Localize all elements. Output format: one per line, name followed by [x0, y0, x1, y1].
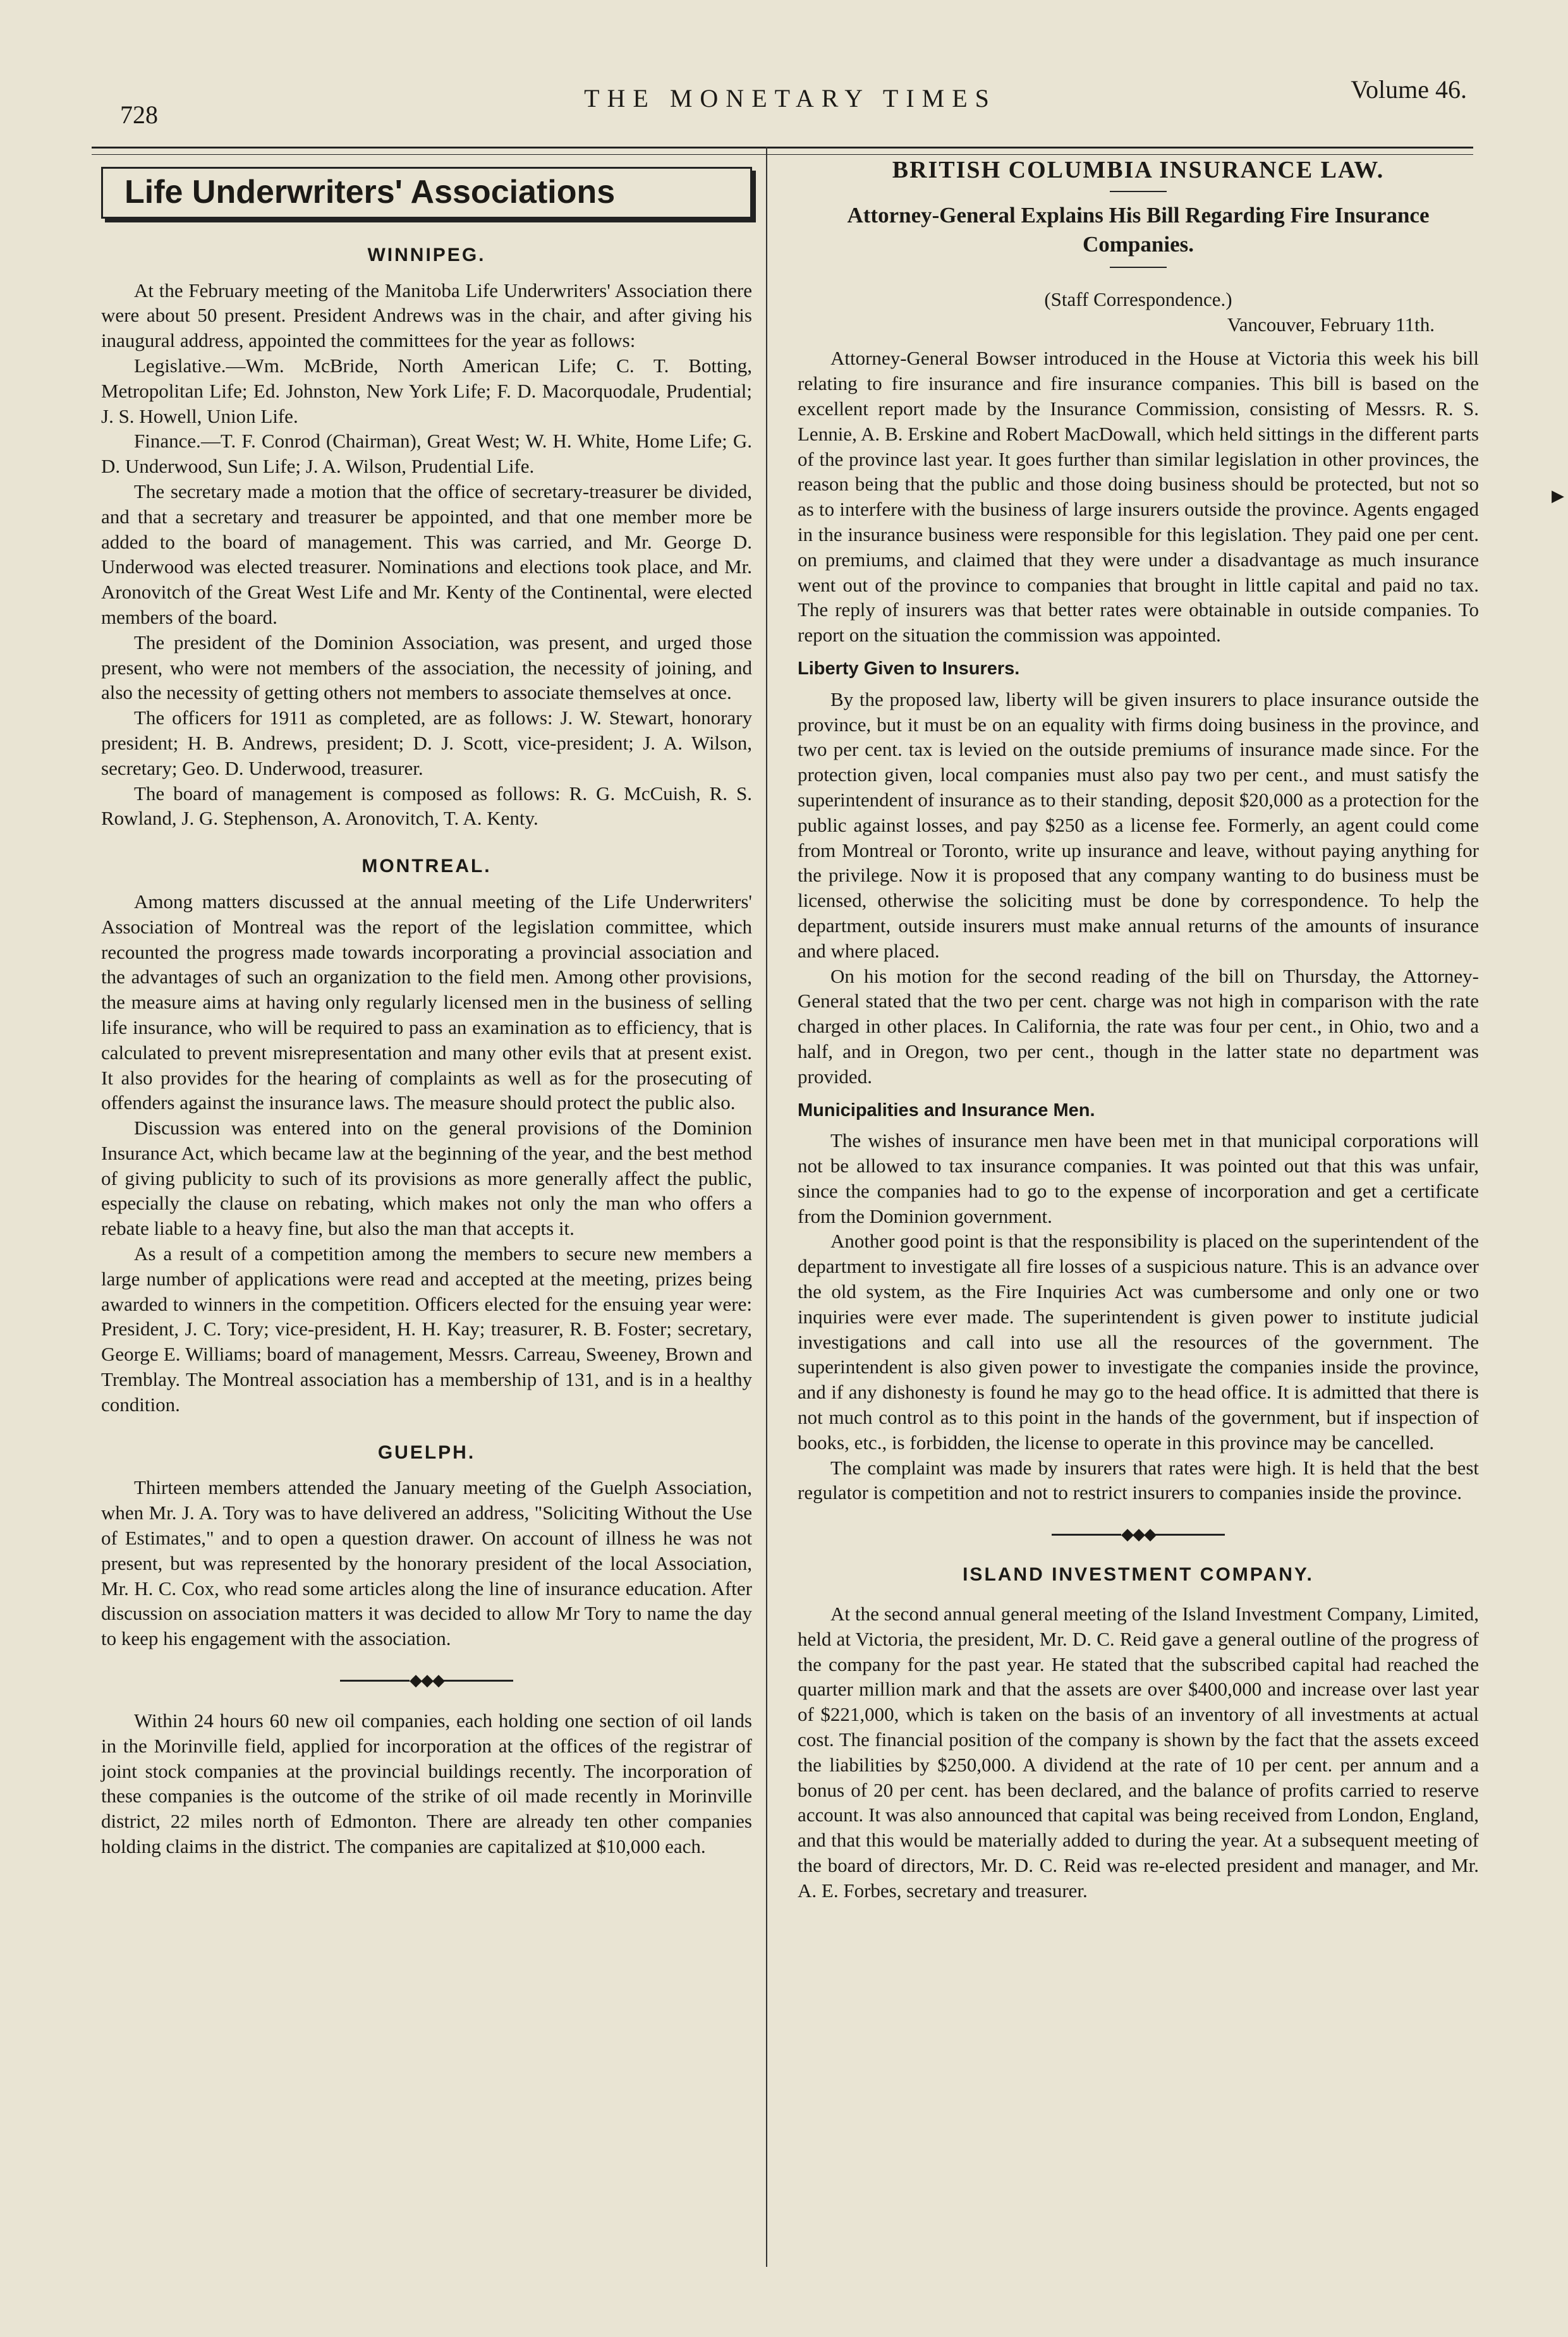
article-paragraph: Among matters discussed at the annual meeting of the Life Underwriters' Association of Montreal was the report of the legislation committee, which recounted the progress made towards incorporating a provincial association and the advantages of such an organization to the field men. Among other provisions, the measure aims at having only regularly licensed men in the business of selling life insurance, who will be required to pass an examination as to efficiency, that is calculated to prevent misrepresentation and many other evils that at present exist. It also provides for the hearing of complaints as well as for the prosecuting of offenders against the insurance laws. The measure should protect the public also. [101, 890, 752, 1114]
article-paragraph: The complaint was made by insurers that rates were high. It is held that the best regulator is competition and not to restrict insurers to companies inside the province. [798, 1456, 1479, 1504]
staff-correspondence: (Staff Correspondence.) [1044, 288, 1232, 310]
article-paragraph: The board of management is composed as follows: R. G. McCuish, R. S. Rowland, J. G. Stephenson, A. Aronovitch, T. A. Kenty. [101, 782, 752, 830]
article-paragraph: The officers for 1911 as completed, are as follows: J. W. Stewart, honorary president; H. B. Andrews, president; D. J. Scott, vice-president; J. A. Wilson, secretary; Geo. D. Underwood, treasurer. [101, 707, 752, 779]
short-rule [1110, 267, 1167, 268]
article-paragraph: The president of the Dominion Association, was present, and urged those present, who were not members of the association, the necessity of joining, and also the necessity of getting others not members to associate themselves at once. [101, 631, 752, 704]
masthead: THE MONETARY TIMES [584, 84, 997, 112]
left-column [101, 158, 752, 1859]
article-paragraph: At the February meeting of the Manitoba Life Underwriters' Association there were about 50 present. President Andrews was in the chair, and after giving his inaugural address, appointed the committees for the year as follows: [101, 279, 752, 352]
winnipeg-heading: WINNIPEG. [367, 244, 486, 265]
municipalities-heading: Municipalities and Insurance Men. [798, 1100, 1095, 1120]
dateline: Vancouver, February 11th. [1227, 313, 1435, 336]
article-paragraph: Thirteen members attended the January meeting of the Guelph Association, when Mr. J. A. Tory was to have delivered an address, "Soliciting Without the Use of Estimates," and to open a question drawer. On account of illness he was not present, but was represented by the honorary president of the local Association, Mr. H. C. Cox, who read some articles along the line of insurance education. After discussion on association matters it was decided to allow Mr Tory to name the day to keep his engagement with the association. [101, 1476, 752, 1650]
bc-subhead: Attorney-General Explains His Bill Regarding Fire Insurance Companies. [847, 202, 1430, 257]
short-rule [1110, 191, 1167, 192]
article-paragraph: By the proposed law, liberty will be given insurers to place insurance outside the province, but it must be on an equality with firms doing business in the province, and two per cent. tax is levied on the outside premiums of insurance made since. For the protection given, local companies must also pay two per cent., and must satisfy the superintendent of insurance as to their standing, deposit $20,000 as a protection for the public against losses, and pay $250 as a license fee. Formerly, an agent could come from Montreal or Toronto, write up insurance and leave, without paying anything for the privilege. Now it is proposed that any company wanting to do business must be licensed, otherwise the soliciting must be done by correspondence. To help the department, outside insurers must make annual returns of the amounts of insurance and where placed. [798, 688, 1479, 962]
header-rule-thin [92, 154, 1473, 155]
margin-marker-icon: ▶ [1552, 487, 1564, 505]
ornament-divider: ◆◆◆ [798, 1521, 1479, 1547]
island-heading: ISLAND INVESTMENT COMPANY. [963, 1564, 1314, 1586]
article-paragraph: Discussion was entered into on the general provisions of the Dominion Insurance Act, which became law at the beginning of the year, and the best method of giving publicity to such of its provisions as more generally affect the public, especially the clause on rebating, which makes not only the man who offers a rebate liable to a heavy fine, but also the man that accepts it. [101, 1117, 752, 1240]
ornament-divider: ◆◆◆ [101, 1666, 752, 1693]
article-paragraph: The secretary made a motion that the office of secretary-treasurer be divided, and that a secretary and treasurer be appointed, and that one member more be added to the board of management. This was carried, and Mr. George D. Underwood was elected treasurer. Nominations and elections took place, and Mr. Aronovitch of the Great West Life and Mr. Kenty of the Continental, were elected members of the board. [101, 480, 752, 628]
article-paragraph: Within 24 hours 60 new oil companies, each holding one section of oil lands in the Morinville field, applied for incorporation at the offices of the registrar of joint stock companies at the provincial buildings recently. The incorporation of these companies is the outcome of the strike of oil made recently in Morinville district, 22 miles north of Edmonton. There are already ten other companies holding claims in the district. The companies are capitalized at $10,000 each. [101, 1709, 752, 1857]
column-divider [766, 147, 767, 2267]
page-number: 728 [120, 100, 158, 129]
right-column [798, 158, 1479, 1903]
montreal-heading: MONTREAL. [362, 856, 492, 877]
article-paragraph: Finance.—T. F. Conrod (Chairman), Great West; W. H. White, Home Life; G. D. Underwood, Sun Life; J. A. Wilson, Prudential Life. [101, 430, 752, 478]
bc-headline: BRITISH COLUMBIA INSURANCE LAW. [892, 157, 1385, 183]
article-paragraph: Legislative.—Wm. McBride, North American Life; C. T. Botting, Metropolitan Life; Ed. Johnston, New York Life; F. D. Macorquodale, Prudential; J. S. Howell, Union Life. [101, 354, 752, 427]
page-header [114, 75, 1467, 129]
article-paragraph: The wishes of insurance men have been met in that municipal corporations will not be allowed to tax insurance companies. It was pointed out that this was unfair, since the companies had to go to the expense of incorporation and get a certificate from the Dominion government. [798, 1129, 1479, 1227]
guelph-heading: GUELPH. [377, 1442, 476, 1463]
article-paragraph: At the second annual general meeting of the Island Investment Company, Limited, held at Victoria, the president, Mr. D. C. Reid gave a general outline of the progress of the company for the past year. He stated that the subscribed capital had reached the quarter million mark and that the assets are over $400,000 and increase over last year of $221,000, which is taken on the basis of an inventory of all investments at actual cost. The financial position of the company is shown by the fact that the assets exceed the liabilities by $250,000. A dividend at the rate of 10 per cent. per annum and a bonus of 20 per cent. has been declared, and the balance of profits carried to reserve account. It was also announced that capital was being received from London, England, and that this would be materially added to during the year. At a subsequent meeting of the board of directors, Mr. D. C. Reid was re-elected president and manager, and Mr. A. E. Forbes, secretary and treasurer. [798, 1602, 1479, 1902]
section-box-title: Life Underwriters' Associations [101, 167, 752, 219]
article-paragraph: Another good point is that the responsibility is placed on the superintendent of the department to investigate all fire losses of a suspicious nature. This is an advance over the old system, as the Fire Inquiries Act was cumbersome and only one or two inquiries were ever made. The superintendent is given power to institute judicial investigations and call into use all the resources of the government. The superintendent is also given power to investigate the companies inside the province, and if any dishonesty is found he may go to the head office. It is admitted that there is not much control as to this point in the hands of the government, but if inspection of books, etc., is forbidden, the license to operate in this province may be cancelled. [798, 1230, 1479, 1454]
article-paragraph: Attorney-General Bowser introduced in the House at Victoria this week his bill relating to fire insurance and fire insurance companies. This bill is based on the excellent report made by the Insurance Commission, consisting of Messrs. R. S. Lennie, A. B. Erskine and Robert MacDowall, which held sittings in the different parts of the province last year. It goes further than similar legislation in other provinces, the reason being that the public and those doing business should be protected, but not so as to interfere with the business of large insurers outside the province. Agents engaged in the insurance business were responsible for this legislation. They paid one per cent. on premiums, and claimed that they were under a disadvantage as much insurance went out of the province to companies that brought in little capital and paid no tax. The reply of insurers was that better rates were obtainable in outside companies. To report on the situation the commission was appointed. [798, 347, 1479, 646]
article-paragraph: As a result of a competition among the members to secure new members a large number of applications were read and accepted at the meeting, prizes being awarded to winners in the competition. Officers elected for the ensuing year were: President, J. C. Tory; vice-president, H. H. Kay; treasurer, R. B. Foster; secretary, George E. Williams; board of management, Messrs. Carreau, Sweeney, Brown and Tremblay. The Montreal association has a membership of 131, and is in a healthy condition. [101, 1242, 752, 1416]
volume-label: Volume 46. [1351, 75, 1467, 104]
liberty-heading: Liberty Given to Insurers. [798, 658, 1020, 679]
article-paragraph: On his motion for the second reading of the bill on Thursday, the Attorney-General stated that the two per cent. charge was not high in comparison with the rate charged in other places. In California, the rate was four per cent., in Ohio, two and a half, and in Oregon, two per cent., though in the latter state no department was provided. [798, 964, 1479, 1088]
header-rule [92, 147, 1473, 149]
